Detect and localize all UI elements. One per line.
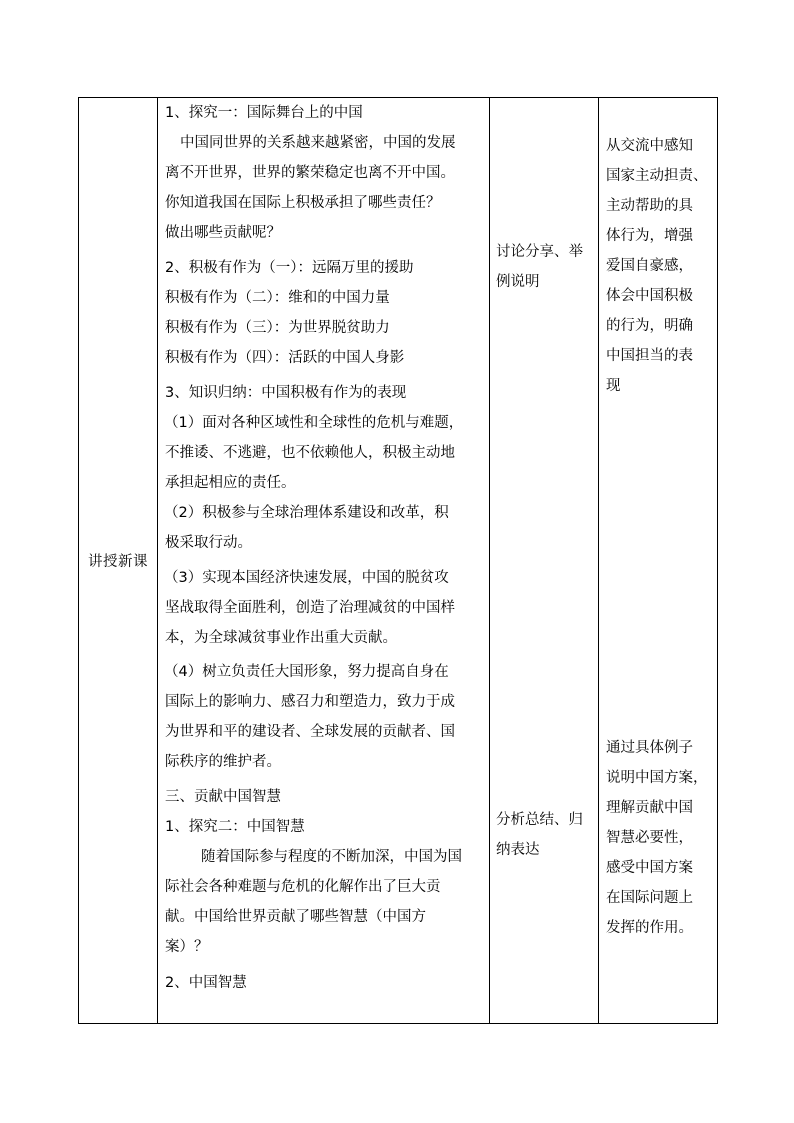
content-line: 不推诿、不逃避，也不依赖他人，积极主动地 bbox=[165, 445, 455, 461]
design-intent-line: 体会中国积极 bbox=[606, 288, 693, 304]
design-intent-line: 智慧必要性， bbox=[606, 830, 693, 846]
design-intent-line: 的行为，明确 bbox=[606, 318, 693, 334]
content-line: 3、知识归纳：中国积极有作为的表现 bbox=[165, 385, 407, 401]
design-intent-line: 说明中国方案， bbox=[606, 770, 708, 786]
content-line: 2、中国智慧 bbox=[165, 975, 247, 991]
activity-line: 讨论分享、举 bbox=[496, 244, 583, 260]
content-line: （2）积极参与全球治理体系建设和改革，积 bbox=[164, 505, 449, 521]
design-intent-line: 中国担当的表 bbox=[606, 348, 693, 364]
table-row bbox=[79, 98, 718, 1024]
activity-line: 纳表达 bbox=[496, 842, 540, 858]
content-line: 为世界和平的建设者、全球发展的贡献者、国 bbox=[165, 724, 455, 740]
content-line: 中国同世界的关系越来越紧密，中国的发展 bbox=[180, 135, 456, 151]
row-label: 讲授新课 bbox=[88, 554, 148, 570]
activity-line: 例说明 bbox=[496, 274, 540, 290]
content-line: 随着国际参与程度的不断加深，中国为国 bbox=[201, 849, 462, 865]
content-line: （1）面对各种区域性和全球性的危机与难题， bbox=[164, 415, 464, 431]
content-line: 积极有作为（三）：为世界脱贫助力 bbox=[165, 320, 390, 336]
content-line: （3）实现本国经济快速发展，中国的脱贫攻 bbox=[164, 570, 449, 586]
activity-line: 分析总结、归 bbox=[496, 812, 583, 828]
content-line: 积极有作为（四）：活跃的中国人身影 bbox=[165, 350, 405, 366]
student-activity bbox=[490, 98, 598, 1023]
design-intent-line: 理解贡献中国 bbox=[606, 800, 693, 816]
content-line: 做出哪些贡献呢？ bbox=[165, 225, 281, 241]
content-line: 承担起相应的责任。 bbox=[165, 475, 296, 491]
design-intent-line: 现 bbox=[606, 378, 621, 394]
student-activity-cell bbox=[490, 98, 599, 1024]
design-intent-line: 从交流中感知 bbox=[606, 138, 693, 154]
content-line: （4）树立负责任大国形象，努力提高自身在 bbox=[164, 664, 449, 680]
lesson-plan-table bbox=[78, 97, 718, 1024]
content-line: 本，为全球减贫事业作出重大贡献。 bbox=[165, 630, 397, 646]
design-intent-line: 感受中国方案 bbox=[606, 860, 693, 876]
content-line: 1、探究二：中国智慧 bbox=[165, 819, 305, 835]
content-line: 际秩序的维护者。 bbox=[165, 754, 281, 770]
design-intent-line: 体行为，增强 bbox=[606, 228, 693, 244]
content-line: 际社会各种难题与危机的化解作出了巨大贡 bbox=[165, 879, 441, 895]
design-intent-cell bbox=[599, 98, 718, 1024]
content-line: 极采取行动。 bbox=[165, 535, 252, 551]
content-line: 你知道我国在国际上积极承担了哪些责任？ bbox=[165, 195, 441, 211]
content-line: 积极有作为（二）：维和的中国力量 bbox=[165, 290, 390, 306]
teaching-content bbox=[158, 98, 489, 1023]
design-intent bbox=[599, 98, 717, 1023]
design-intent-line: 国家主动担责、 bbox=[606, 168, 708, 184]
teaching-content-cell bbox=[158, 98, 490, 1024]
design-intent-line: 主动帮助的具 bbox=[606, 198, 693, 214]
content-line: 1、探究一：国际舞台上的中国 bbox=[165, 105, 363, 121]
row-label-cell bbox=[79, 98, 158, 1024]
content-line: 三、贡献中国智慧 bbox=[165, 789, 281, 805]
content-line: 案）？ bbox=[165, 939, 209, 955]
design-intent-line: 发挥的作用。 bbox=[606, 920, 693, 936]
design-intent-line: 爱国自豪感， bbox=[606, 258, 693, 274]
design-intent-line: 在国际问题上 bbox=[606, 890, 693, 906]
content-line: 献。中国给世界贡献了哪些智慧（中国方 bbox=[165, 909, 426, 925]
content-line: 坚战取得全面胜利，创造了治理减贫的中国样 bbox=[165, 600, 455, 616]
content-line: 国际上的影响力、感召力和塑造力，致力于成 bbox=[165, 694, 455, 710]
content-line: 离不开世界，世界的繁荣稳定也离不开中国。 bbox=[165, 165, 455, 181]
content-line: 2、积极有作为（一）：远隔万里的援助 bbox=[165, 260, 414, 276]
design-intent-line: 通过具体例子 bbox=[606, 740, 693, 756]
